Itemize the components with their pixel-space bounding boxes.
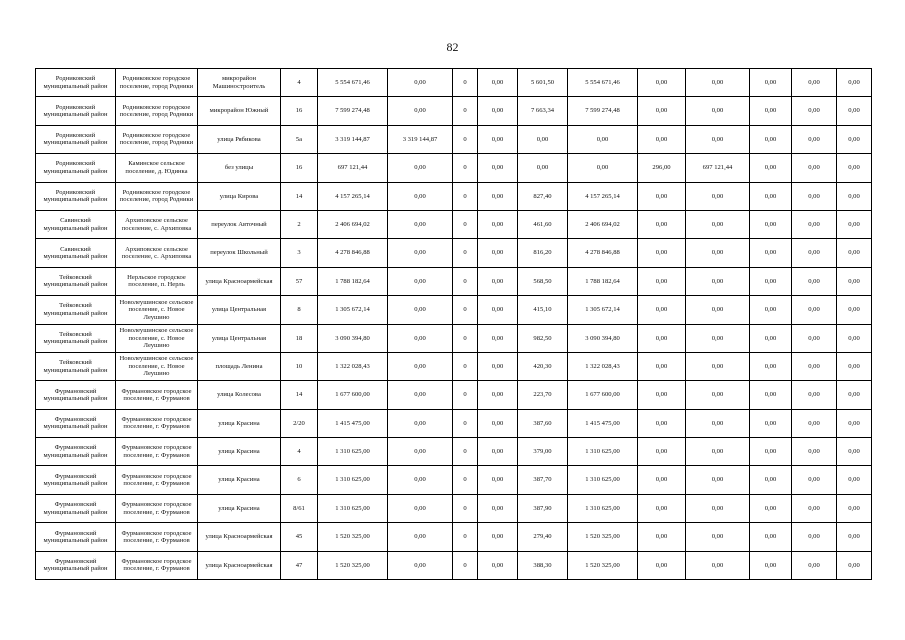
table-body: [36, 69, 872, 580]
table-row: [36, 324, 872, 352]
cell-total-cost: 7 599 274,48: [318, 97, 388, 125]
cell-district: Родниковский муниципальный район: [36, 69, 116, 97]
cell-count-a: 0: [453, 69, 478, 97]
cell-cost-d: 0,00: [792, 267, 837, 295]
cell-cost-b: 7 599 274,48: [568, 97, 638, 125]
cell-area-b: 387,60: [518, 409, 568, 437]
cell-district: Фурмановский муниципальный район: [36, 523, 116, 551]
cell-count-a: 0: [453, 125, 478, 153]
cell-cost-e: 0,00: [837, 69, 872, 97]
cell-cost-e: 0,00: [837, 324, 872, 352]
cell-area-c: 0,00: [638, 125, 686, 153]
cell-count-a: 0: [453, 352, 478, 380]
cell-cost-a: 0,00: [388, 324, 453, 352]
cell-street: переулок Школьный: [198, 239, 281, 267]
cell-house-number: 2/20: [281, 409, 318, 437]
cell-street: без улицы: [198, 154, 281, 182]
table-row: [36, 523, 872, 551]
cell-cost-c: 0,00: [686, 438, 750, 466]
table-row: [36, 239, 872, 267]
cell-settlement: Фурмановское городское поселение, г. Фурманов: [116, 381, 198, 409]
cell-settlement: Фурмановское городское поселение, г. Фурманов: [116, 494, 198, 522]
table-row: [36, 466, 872, 494]
cell-area-a: 0,00: [478, 494, 518, 522]
cell-cost-c: 0,00: [686, 296, 750, 324]
cell-area-b: 420,30: [518, 352, 568, 380]
cell-cost-b: 1 305 672,14: [568, 296, 638, 324]
cell-area-d: 0,00: [750, 97, 792, 125]
cell-cost-a: 0,00: [388, 466, 453, 494]
cell-area-b: 387,90: [518, 494, 568, 522]
cell-cost-b: 2 406 694,02: [568, 210, 638, 238]
cell-settlement: Нерльское городское поселение, п. Нерль: [116, 267, 198, 295]
cell-district: Тейковский муниципальный район: [36, 352, 116, 380]
cell-area-b: 387,70: [518, 466, 568, 494]
cell-street: улица Красина: [198, 409, 281, 437]
cell-district: Фурмановский муниципальный район: [36, 409, 116, 437]
cell-cost-b: 1 310 625,00: [568, 438, 638, 466]
cell-area-c: 0,00: [638, 239, 686, 267]
cell-area-a: 0,00: [478, 97, 518, 125]
table-row: [36, 409, 872, 437]
cell-house-number: 18: [281, 324, 318, 352]
cell-cost-d: 0,00: [792, 296, 837, 324]
cell-settlement: Новолеушинское сельское поселение, с. Новое Леушино: [116, 352, 198, 380]
cell-street: улица Кирова: [198, 182, 281, 210]
table-row: [36, 97, 872, 125]
cell-count-a: 0: [453, 296, 478, 324]
cell-house-number: 3: [281, 239, 318, 267]
cell-total-cost: 4 278 846,88: [318, 239, 388, 267]
cell-district: Родниковский муниципальный район: [36, 97, 116, 125]
cell-area-b: 388,30: [518, 551, 568, 579]
cell-area-b: 0,00: [518, 125, 568, 153]
cell-cost-e: 0,00: [837, 154, 872, 182]
cell-cost-c: 0,00: [686, 381, 750, 409]
cell-cost-a: 0,00: [388, 551, 453, 579]
cell-count-a: 0: [453, 494, 478, 522]
cell-cost-d: 0,00: [792, 409, 837, 437]
cell-street: улица Центральная: [198, 296, 281, 324]
cell-cost-a: 0,00: [388, 438, 453, 466]
table-row: [36, 438, 872, 466]
cell-total-cost: 1 310 625,00: [318, 438, 388, 466]
cell-house-number: 16: [281, 154, 318, 182]
cell-total-cost: 1 788 182,64: [318, 267, 388, 295]
cell-total-cost: 5 554 671,46: [318, 69, 388, 97]
cell-area-c: 296,00: [638, 154, 686, 182]
cell-area-a: 0,00: [478, 523, 518, 551]
cell-district: Фурмановский муниципальный район: [36, 381, 116, 409]
cell-area-a: 0,00: [478, 324, 518, 352]
cell-area-c: 0,00: [638, 97, 686, 125]
cell-cost-c: 0,00: [686, 97, 750, 125]
cell-area-a: 0,00: [478, 239, 518, 267]
cell-total-cost: 2 406 694,02: [318, 210, 388, 238]
cell-street: площадь Ленина: [198, 352, 281, 380]
cell-area-a: 0,00: [478, 154, 518, 182]
cell-area-b: 5 601,50: [518, 69, 568, 97]
cell-cost-c: 0,00: [686, 409, 750, 437]
cell-cost-a: 0,00: [388, 239, 453, 267]
cell-cost-b: 1 788 182,64: [568, 267, 638, 295]
cell-house-number: 5а: [281, 125, 318, 153]
cell-count-a: 0: [453, 154, 478, 182]
cell-street: переулок Авточный: [198, 210, 281, 238]
cell-total-cost: 1 677 600,00: [318, 381, 388, 409]
table-row: [36, 381, 872, 409]
cell-area-c: 0,00: [638, 267, 686, 295]
cell-area-a: 0,00: [478, 466, 518, 494]
cell-street: улица Красноармейская: [198, 267, 281, 295]
cell-street: улица Красина: [198, 494, 281, 522]
cell-cost-b: 3 090 394,80: [568, 324, 638, 352]
cell-area-b: 827,40: [518, 182, 568, 210]
cell-district: Тейковский муниципальный район: [36, 324, 116, 352]
cell-cost-d: 0,00: [792, 438, 837, 466]
page-number: 82: [446, 40, 459, 54]
cell-house-number: 14: [281, 381, 318, 409]
cell-street: микрорайон Машиностроитель: [198, 69, 281, 97]
cell-settlement: Родниковское городское поселение, город Родники: [116, 182, 198, 210]
cell-total-cost: 1 520 325,00: [318, 551, 388, 579]
cell-area-b: 816,20: [518, 239, 568, 267]
cell-cost-a: 0,00: [388, 409, 453, 437]
cell-cost-d: 0,00: [792, 523, 837, 551]
cell-cost-b: 4 157 265,14: [568, 182, 638, 210]
cell-count-a: 0: [453, 182, 478, 210]
cell-house-number: 45: [281, 523, 318, 551]
cell-street: микрорайон Южный: [198, 97, 281, 125]
cell-cost-c: 0,00: [686, 466, 750, 494]
cell-area-d: 0,00: [750, 523, 792, 551]
cell-area-d: 0,00: [750, 438, 792, 466]
cell-area-a: 0,00: [478, 381, 518, 409]
cell-cost-a: 0,00: [388, 352, 453, 380]
cell-area-d: 0,00: [750, 69, 792, 97]
cell-settlement: Родниковское городское поселение, город Родники: [116, 97, 198, 125]
cell-cost-a: 0,00: [388, 97, 453, 125]
cell-area-d: 0,00: [750, 296, 792, 324]
cell-total-cost: 1 520 325,00: [318, 523, 388, 551]
cell-total-cost: 4 157 265,14: [318, 182, 388, 210]
cell-cost-e: 0,00: [837, 239, 872, 267]
cell-cost-b: 5 554 671,46: [568, 69, 638, 97]
table-row: [36, 352, 872, 380]
cell-street: улица Красина: [198, 466, 281, 494]
cell-area-c: 0,00: [638, 210, 686, 238]
cell-area-d: 0,00: [750, 352, 792, 380]
table-row: [36, 296, 872, 324]
cell-cost-d: 0,00: [792, 352, 837, 380]
cell-area-a: 0,00: [478, 69, 518, 97]
cell-cost-e: 0,00: [837, 210, 872, 238]
cell-area-d: 0,00: [750, 182, 792, 210]
cell-area-a: 0,00: [478, 409, 518, 437]
cell-cost-b: 1 310 625,00: [568, 494, 638, 522]
cell-cost-c: 0,00: [686, 551, 750, 579]
cell-area-b: 982,50: [518, 324, 568, 352]
cell-cost-b: 1 415 475,00: [568, 409, 638, 437]
cell-area-d: 0,00: [750, 239, 792, 267]
cell-area-c: 0,00: [638, 523, 686, 551]
cell-street: улица Красноармейская: [198, 523, 281, 551]
cell-area-d: 0,00: [750, 409, 792, 437]
cell-total-cost: 3 319 144,87: [318, 125, 388, 153]
cell-district: Тейковский муниципальный район: [36, 296, 116, 324]
cell-cost-b: 1 520 325,00: [568, 523, 638, 551]
cell-area-b: 461,60: [518, 210, 568, 238]
cell-settlement: Фурмановское городское поселение, г. Фурманов: [116, 438, 198, 466]
cell-count-a: 0: [453, 466, 478, 494]
cell-area-b: 379,00: [518, 438, 568, 466]
cell-area-b: 0,00: [518, 154, 568, 182]
cell-area-d: 0,00: [750, 551, 792, 579]
cell-house-number: 8: [281, 296, 318, 324]
cell-cost-c: 697 121,44: [686, 154, 750, 182]
cell-cost-b: 4 278 846,88: [568, 239, 638, 267]
table-row: [36, 69, 872, 97]
cell-cost-d: 0,00: [792, 182, 837, 210]
cell-district: Тейковский муниципальный район: [36, 267, 116, 295]
cell-house-number: 4: [281, 69, 318, 97]
cell-area-d: 0,00: [750, 125, 792, 153]
cell-street: улица Красина: [198, 438, 281, 466]
cell-total-cost: 1 310 625,00: [318, 466, 388, 494]
cell-cost-b: 0,00: [568, 125, 638, 153]
cell-area-b: 7 663,34: [518, 97, 568, 125]
cell-cost-a: 0,00: [388, 523, 453, 551]
cell-area-b: 568,50: [518, 267, 568, 295]
cell-area-c: 0,00: [638, 551, 686, 579]
cell-area-a: 0,00: [478, 352, 518, 380]
table-row: [36, 551, 872, 579]
cell-area-a: 0,00: [478, 267, 518, 295]
cell-cost-e: 0,00: [837, 466, 872, 494]
cell-street: улица Центральная: [198, 324, 281, 352]
cell-area-b: 223,70: [518, 381, 568, 409]
cell-street: улица Красноармейская: [198, 551, 281, 579]
cell-district: Родниковский муниципальный район: [36, 182, 116, 210]
cell-area-d: 0,00: [750, 154, 792, 182]
cell-district: Родниковский муниципальный район: [36, 125, 116, 153]
cell-district: Фурмановский муниципальный район: [36, 551, 116, 579]
cell-area-c: 0,00: [638, 182, 686, 210]
table-row: [36, 494, 872, 522]
cell-district: Родниковский муниципальный район: [36, 154, 116, 182]
cell-count-a: 0: [453, 267, 478, 295]
cell-house-number: 10: [281, 352, 318, 380]
cell-house-number: 2: [281, 210, 318, 238]
cell-total-cost: 1 322 028,43: [318, 352, 388, 380]
cell-cost-d: 0,00: [792, 210, 837, 238]
cell-cost-e: 0,00: [837, 381, 872, 409]
cell-cost-b: 1 310 625,00: [568, 466, 638, 494]
cell-count-a: 0: [453, 210, 478, 238]
data-table: [35, 68, 872, 580]
cell-house-number: 4: [281, 438, 318, 466]
cell-district: Фурмановский муниципальный район: [36, 438, 116, 466]
cell-cost-e: 0,00: [837, 438, 872, 466]
cell-cost-c: 0,00: [686, 182, 750, 210]
cell-area-a: 0,00: [478, 296, 518, 324]
cell-cost-a: 0,00: [388, 154, 453, 182]
cell-area-c: 0,00: [638, 438, 686, 466]
cell-district: Фурмановский муниципальный район: [36, 466, 116, 494]
cell-total-cost: 697 121,44: [318, 154, 388, 182]
cell-house-number: 8/61: [281, 494, 318, 522]
cell-cost-c: 0,00: [686, 324, 750, 352]
cell-street: улица Колесова: [198, 381, 281, 409]
cell-cost-d: 0,00: [792, 466, 837, 494]
cell-total-cost: 1 310 625,00: [318, 494, 388, 522]
cell-cost-c: 0,00: [686, 125, 750, 153]
cell-cost-e: 0,00: [837, 523, 872, 551]
table-row: [36, 210, 872, 238]
cell-cost-d: 0,00: [792, 125, 837, 153]
cell-house-number: 6: [281, 466, 318, 494]
cell-area-d: 0,00: [750, 210, 792, 238]
cell-area-a: 0,00: [478, 210, 518, 238]
cell-area-d: 0,00: [750, 381, 792, 409]
cell-count-a: 0: [453, 97, 478, 125]
cell-house-number: 16: [281, 97, 318, 125]
cell-area-b: 279,40: [518, 523, 568, 551]
cell-cost-c: 0,00: [686, 239, 750, 267]
cell-settlement: Фурмановское городское поселение, г. Фурманов: [116, 523, 198, 551]
cell-settlement: Архиповское сельское поселение, с. Архиповка: [116, 210, 198, 238]
cell-area-d: 0,00: [750, 466, 792, 494]
cell-area-d: 0,00: [750, 494, 792, 522]
cell-count-a: 0: [453, 523, 478, 551]
cell-cost-c: 0,00: [686, 523, 750, 551]
cell-cost-a: 0,00: [388, 210, 453, 238]
cell-area-a: 0,00: [478, 438, 518, 466]
cell-cost-d: 0,00: [792, 97, 837, 125]
cell-area-d: 0,00: [750, 324, 792, 352]
cell-area-c: 0,00: [638, 296, 686, 324]
cell-cost-e: 0,00: [837, 125, 872, 153]
cell-cost-e: 0,00: [837, 494, 872, 522]
cell-settlement: Фурмановское городское поселение, г. Фурманов: [116, 409, 198, 437]
cell-cost-b: 0,00: [568, 154, 638, 182]
cell-cost-a: 0,00: [388, 182, 453, 210]
cell-settlement: Родниковское городское поселение, город Родники: [116, 69, 198, 97]
cell-area-b: 415,10: [518, 296, 568, 324]
cell-district: Савинский муниципальный район: [36, 239, 116, 267]
cell-settlement: Родниковское городское поселение, город Родники: [116, 125, 198, 153]
cell-cost-b: 1 520 325,00: [568, 551, 638, 579]
cell-area-c: 0,00: [638, 352, 686, 380]
cell-count-a: 0: [453, 381, 478, 409]
cell-settlement: Каминское сельское поселение, д. Юдинка: [116, 154, 198, 182]
table-row: [36, 182, 872, 210]
cell-total-cost: 1 305 672,14: [318, 296, 388, 324]
cell-cost-a: 0,00: [388, 267, 453, 295]
cell-area-d: 0,00: [750, 267, 792, 295]
table-row: [36, 125, 872, 153]
cell-street: улица Рябикова: [198, 125, 281, 153]
cell-cost-e: 0,00: [837, 97, 872, 125]
cell-cost-c: 0,00: [686, 267, 750, 295]
table-row: [36, 154, 872, 182]
cell-count-a: 0: [453, 239, 478, 267]
cell-cost-c: 0,00: [686, 210, 750, 238]
cell-count-a: 0: [453, 551, 478, 579]
cell-cost-b: 1 677 600,00: [568, 381, 638, 409]
cell-cost-d: 0,00: [792, 381, 837, 409]
cell-cost-d: 0,00: [792, 551, 837, 579]
cell-cost-c: 0,00: [686, 494, 750, 522]
cell-cost-a: 0,00: [388, 296, 453, 324]
cell-settlement: Фурмановское городское поселение, г. Фурманов: [116, 466, 198, 494]
cell-cost-c: 0,00: [686, 69, 750, 97]
cell-cost-a: 3 319 144,87: [388, 125, 453, 153]
cell-area-c: 0,00: [638, 381, 686, 409]
cell-district: Фурмановский муниципальный район: [36, 494, 116, 522]
cell-cost-e: 0,00: [837, 551, 872, 579]
cell-settlement: Новолеушинское сельское поселение, с. Новое Леушино: [116, 296, 198, 324]
cell-cost-a: 0,00: [388, 69, 453, 97]
cell-cost-d: 0,00: [792, 324, 837, 352]
cell-area-a: 0,00: [478, 551, 518, 579]
cell-cost-b: 1 322 028,43: [568, 352, 638, 380]
cell-cost-e: 0,00: [837, 182, 872, 210]
table-row: [36, 267, 872, 295]
cell-cost-a: 0,00: [388, 494, 453, 522]
cell-cost-c: 0,00: [686, 352, 750, 380]
cell-area-c: 0,00: [638, 409, 686, 437]
cell-cost-d: 0,00: [792, 239, 837, 267]
cell-house-number: 14: [281, 182, 318, 210]
cell-settlement: Новолеушинское сельское поселение, с. Новое Леушино: [116, 324, 198, 352]
cell-cost-e: 0,00: [837, 409, 872, 437]
cell-cost-a: 0,00: [388, 381, 453, 409]
cell-count-a: 0: [453, 438, 478, 466]
cell-total-cost: 1 415 475,00: [318, 409, 388, 437]
cell-area-c: 0,00: [638, 494, 686, 522]
cell-cost-e: 0,00: [837, 296, 872, 324]
cell-district: Савинский муниципальный район: [36, 210, 116, 238]
cell-cost-d: 0,00: [792, 154, 837, 182]
cell-house-number: 57: [281, 267, 318, 295]
cell-settlement: Фурмановское городское поселение, г. Фурманов: [116, 551, 198, 579]
cell-house-number: 47: [281, 551, 318, 579]
cell-area-c: 0,00: [638, 324, 686, 352]
cell-settlement: Архиповское сельское поселение, с. Архиповка: [116, 239, 198, 267]
cell-area-a: 0,00: [478, 182, 518, 210]
cell-area-a: 0,00: [478, 125, 518, 153]
cell-cost-e: 0,00: [837, 267, 872, 295]
cell-count-a: 0: [453, 409, 478, 437]
cell-area-c: 0,00: [638, 466, 686, 494]
cell-total-cost: 3 090 394,80: [318, 324, 388, 352]
cell-count-a: 0: [453, 324, 478, 352]
cell-cost-d: 0,00: [792, 494, 837, 522]
cell-cost-e: 0,00: [837, 352, 872, 380]
cell-area-c: 0,00: [638, 69, 686, 97]
cell-cost-d: 0,00: [792, 69, 837, 97]
